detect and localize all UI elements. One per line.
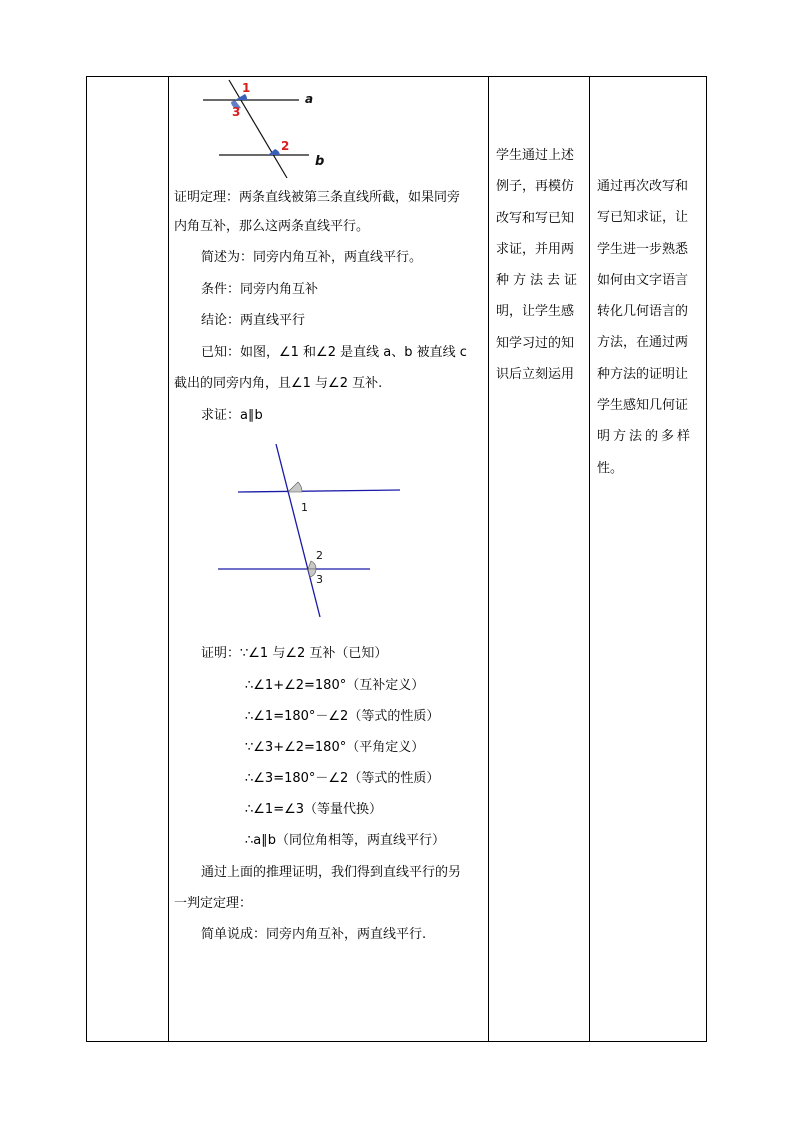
proof-step-4: ∵∠3+∠2=180°（平角定义） [245,740,425,755]
student-activity-line: 求证，并用两 [496,241,575,257]
design-intent-line: 写已知求证，让 [597,210,689,226]
mid-angle-1-arc [288,482,302,492]
mid-label-angle-1: 1 [301,501,308,514]
student-activity-line: 例子，再模仿 [496,179,575,195]
closing-line-2: 一判定定理： [174,896,253,911]
column-divider-1 [168,76,169,1042]
student-activity-line: 知学习过的知 [496,335,575,351]
mid-label-angle-3: 3 [316,573,323,586]
design-intent-line: 种方法的证明让 [597,366,689,382]
condition-text: 条件：同旁内角互补 [201,282,319,297]
design-intent-line: 通过再次改写和 [597,179,689,194]
student-activity-line: 改写和写已知 [496,210,575,226]
design-intent-line: 学生进一步熟悉 [597,241,689,257]
proof-step-2: ∴∠1+∠2=180°（互补定义） [245,678,425,693]
label-angle-2: 2 [281,139,290,153]
closing-line-1: 通过上面的推理证明，我们得到直线平行的另 [201,865,462,880]
proof-step-7: ∴a∥b（同位角相等，两直线平行） [245,833,445,848]
label-line-a: a [305,92,314,106]
given-line-1: 已知：如图，∠1 和∠2 是直线 a、b 被直线 c [201,345,467,360]
proof-step-6: ∴∠1=∠3（等量代换） [245,802,383,817]
design-intent-line: 学生感知几何证 [597,398,689,414]
proof-step-5: ∴∠3=180°－∠2（等式的性质） [245,771,440,786]
figure-parallel-lines-top [195,78,335,184]
theorem-line-2: 内角互补，那么这两条直线平行。 [174,219,370,234]
theorem-line-1: 证明定理：两条直线被第三条直线所截，如果同旁 [174,190,461,205]
column-divider-3 [589,76,590,1042]
conclusion-text: 结论：两直线平行 [201,313,306,328]
mid-label-angle-2: 2 [316,549,323,562]
design-intent-line: 转化几何语言的 [597,304,689,320]
mid-angle-2-arc [308,561,316,569]
column-divider-2 [488,76,489,1042]
student-activity-line: 识后立刻运用 [496,367,575,383]
design-intent-line: 明方法的多样 [597,429,694,445]
label-angle-1: 1 [242,81,251,95]
student-activity-line: 明，让学生感 [496,304,575,320]
figure-parallel-lines-mid [210,440,410,624]
label-angle-3: 3 [232,105,241,119]
student-activity-line: 种方法去证 [496,273,582,289]
student-activity-column [496,140,581,390]
closing-line-3: 简单说成：同旁内角互补，两直线平行. [201,927,427,942]
summary-text: 简述为：同旁内角互补，两直线平行。 [201,250,423,265]
proof-step-3: ∴∠1=180°－∠2（等式的性质） [245,709,440,724]
proof-step-1: 证明：∵∠1 与∠2 互补（已知） [201,646,388,661]
design-intent-line: 性。 [597,460,624,476]
design-intent-line: 方法，在通过两 [597,335,689,351]
given-line-2: 截出的同旁内角，且∠1 与∠2 互补. [174,376,383,391]
label-line-b: b [315,154,325,169]
prove-text: 求证：a∥b [201,408,263,423]
design-intent-line: 如何由文字语言 [597,272,689,288]
design-intent-column [597,171,693,484]
student-activity-line: 学生通过上述 [496,148,575,163]
